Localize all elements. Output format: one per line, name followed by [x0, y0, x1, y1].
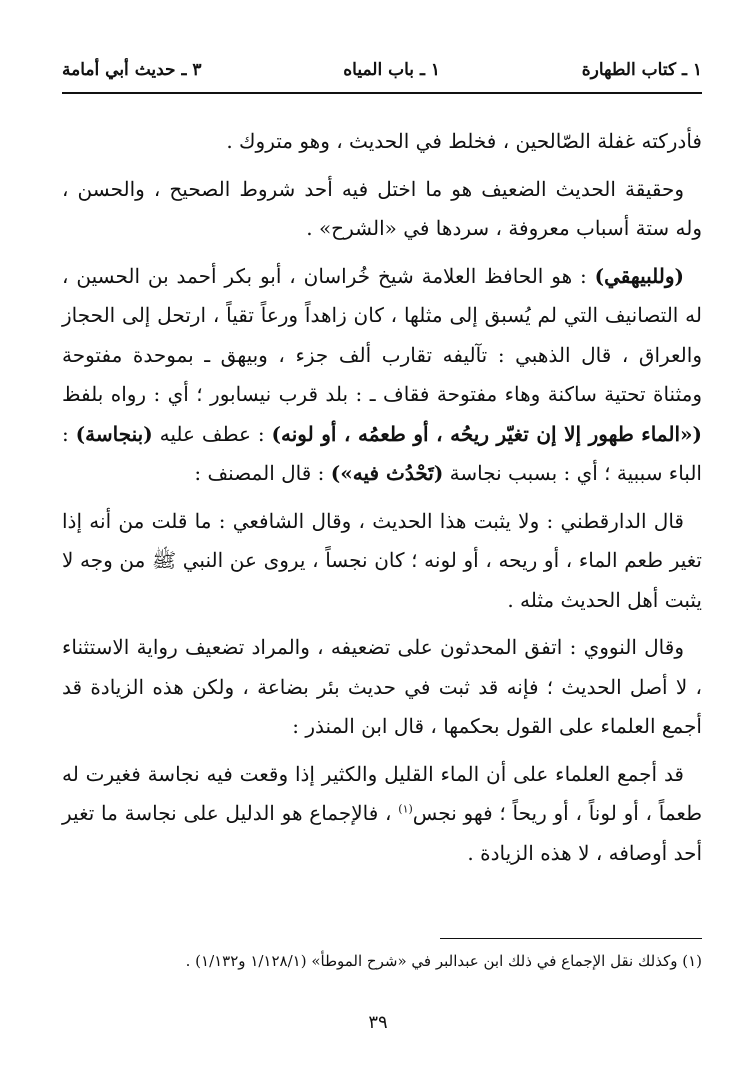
header-book-title: ١ ـ كتاب الطهارة: [581, 60, 702, 80]
paragraph-5: وقال النووي : اتفق المحدثون على تضعيفه ، والمراد تضعيف رواية الاستثناء ، لا أصل الحديث ؛ فإنه قد ثبت في حديث بئر بضاعة ، ولكن هذه الزيادة قد أجمع العلماء على القول بحكمها ، قال ابن المنذر :: [62, 635, 702, 738]
paragraph-3: [62, 257, 702, 494]
running-header: [62, 52, 702, 88]
paragraph-1: فأدركته غفلة الصّالحين ، فخلط في الحديث ، وهو متروك .: [226, 129, 702, 153]
main-text: [62, 122, 702, 873]
header-chapter-title: ١ ـ باب المياه: [343, 60, 440, 80]
paragraph-3-text-3: : الباء سببية ؛ أي : بسبب نجاسة: [62, 421, 702, 485]
paragraph-4: قال الدارقطني : ولا يثبت هذا الحديث ، وقال الشافعي : ما قلت من أنه إذا تغير طعم الماء ، أو ريحه ، أو لونه ؛ كان نجساً ، يروى عن النبي ﷺ من وجه لا يثبت أهل الحديث مثله .: [62, 508, 702, 612]
footnote-reference: (١): [398, 802, 413, 816]
bold-term-najasa: (بنجاسة): [75, 421, 153, 446]
bold-term-tahduth: (تَحْدُث فيه»): [330, 461, 444, 485]
paragraph-6-text-1: قد أجمع العلماء على أن الماء القليل والكثير إذا وقعت فيه نجاسة فغيرت له طعماً ، أو لوناً ، أو ريحاً ؛ فهو نجس: [62, 761, 702, 825]
footnote-divider: [440, 938, 702, 939]
paragraph-2: وحقيقة الحديث الضعيف هو ما اختل فيه أحد شروط الصحيح ، والحسن ، وله ستة أسباب معروفة ، سردها في «الشرح» .: [62, 176, 702, 240]
header-hadith-title: ٣ ـ حديث أبي أمامة: [62, 60, 202, 80]
paragraph-3-text-1: : هو الحافظ العلامة شيخ خُراسان ، أبو بكر أحمد بن الحسين ، له التصانيف التي لم يُسبق إلى مثلها ، كان زاهداً ورعاً تقياً ، ارتحل إلى الحجاز والعراق ، قال الذهبي : تآليفه تقارب ألف جزء ، وبيهق ـ بموحدة مفتوحة ومثناة تحتية ساكنة وهاء مفتوحة فقاف ـ : بلد قرب نيسابور ؛ أي : رواه بلفظ: [62, 263, 702, 406]
footnote-1: (١) وكذلك نقل الإجماع في ذلك ابن عبدالبر في «شرح الموطأ» (١/١٢٨/١ و١/١٣٢) .: [185, 952, 702, 970]
paragraph-6-text-2: ، فالإجماع هو الدليل على نجاسة ما تغير أحد أوصافه ، لا هذه الزيادة .: [62, 801, 702, 865]
paragraph-6: [62, 755, 702, 874]
paragraph-3-text-4: : قال المصنف :: [194, 461, 331, 485]
bold-term-bayhaqi: (وللبيهقي): [594, 263, 684, 288]
bold-hadith-text: («الماء طهور إلا إن تغيّر ريحُه ، أو طعمُه ، أو لونه): [271, 421, 702, 446]
paragraph-3-text-2: : عطف عليه: [152, 421, 272, 446]
header-divider: [62, 92, 702, 94]
page-number: ٣٩: [368, 1012, 388, 1033]
